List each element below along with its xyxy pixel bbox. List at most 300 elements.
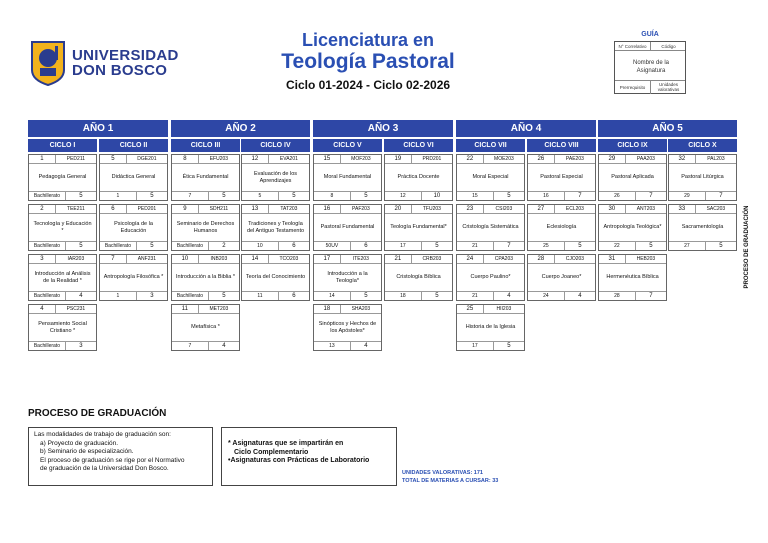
course-uv: 5 bbox=[507, 343, 511, 349]
course-uv: 7 bbox=[649, 293, 653, 299]
course-header-row bbox=[29, 205, 96, 214]
course-footer-row bbox=[457, 191, 524, 200]
course-header-row bbox=[669, 155, 736, 164]
course-number: 18 bbox=[314, 305, 341, 313]
course-code: CSI203 bbox=[495, 206, 513, 212]
graduation-heading: PROCESO DE GRADUACIÓN bbox=[28, 408, 167, 419]
course-name: Teoría del Conocimiento bbox=[245, 274, 306, 280]
course-number: 26 bbox=[528, 155, 555, 163]
cycle-header: CICLO III bbox=[171, 139, 240, 152]
course-name: Seminario de Derechos Humanos bbox=[176, 220, 235, 234]
course-code: PRD201 bbox=[422, 156, 442, 162]
graduation-line: b) Seminario de especialización. bbox=[40, 448, 134, 455]
course-name: Hermenéutica Bíblica bbox=[606, 274, 659, 280]
course-header-row bbox=[385, 255, 452, 264]
course-code: TFU203 bbox=[422, 206, 441, 212]
course-header-row bbox=[100, 205, 167, 214]
course-footer-row bbox=[172, 291, 239, 300]
total-uv: UNIDADES VALORATIVAS: 171 bbox=[402, 470, 483, 476]
course-header-row bbox=[100, 155, 167, 164]
course-card bbox=[313, 254, 382, 301]
course-code: SHA203 bbox=[351, 306, 371, 312]
course-name: Eclesiología bbox=[546, 224, 577, 230]
course-card bbox=[28, 304, 97, 351]
cycle-header: CICLO IV bbox=[241, 139, 310, 152]
course-footer-row bbox=[385, 291, 452, 300]
course-footer-row bbox=[385, 191, 452, 200]
course-footer-row bbox=[172, 341, 239, 350]
course-prerequisite: 1 bbox=[100, 192, 137, 200]
university-line-2: DON BOSCO bbox=[72, 62, 168, 79]
course-card bbox=[668, 154, 737, 201]
course-uv: 10 bbox=[433, 193, 441, 199]
course-number: 16 bbox=[314, 205, 341, 213]
graduation-box bbox=[28, 427, 213, 486]
course-prerequisite: Bachillerato bbox=[100, 242, 137, 250]
cycle-header: CICLO VII bbox=[456, 139, 525, 152]
course-name: Introducción a la Biblia * bbox=[175, 274, 235, 280]
course-code: IAR203 bbox=[67, 256, 85, 262]
course-prerequisite: 10 bbox=[242, 242, 279, 250]
course-uv: 7 bbox=[507, 243, 511, 249]
course-footer-row bbox=[457, 291, 524, 300]
course-number: 4 bbox=[29, 305, 56, 313]
course-header-row bbox=[172, 205, 239, 214]
course-card bbox=[384, 204, 453, 251]
course-header-row bbox=[29, 155, 96, 164]
course-header-row bbox=[669, 205, 736, 214]
course-number: 29 bbox=[599, 155, 626, 163]
course-prerequisite: 7 bbox=[172, 342, 209, 350]
course-name: Historia de la Iglesia bbox=[465, 324, 516, 330]
course-footer-row bbox=[669, 191, 736, 200]
course-code: ECL203 bbox=[565, 206, 584, 212]
course-uv: 5 bbox=[222, 193, 226, 199]
course-name: Antropología Teológica* bbox=[603, 224, 662, 230]
course-card bbox=[598, 154, 667, 201]
course-prerequisite: 5 bbox=[242, 192, 279, 200]
course-code: PAF203 bbox=[352, 206, 370, 212]
course-header-row bbox=[457, 155, 524, 164]
note-line: Ciclo Complementario bbox=[234, 448, 309, 456]
cycle-range: Ciclo 01-2024 - Ciclo 02-2026 bbox=[285, 78, 451, 92]
course-uv: 4 bbox=[364, 343, 368, 349]
course-number: 33 bbox=[669, 205, 696, 213]
course-card bbox=[171, 154, 240, 201]
course-uv: 5 bbox=[364, 193, 368, 199]
course-name: Sacramentología bbox=[681, 224, 724, 230]
course-prerequisite: 16 bbox=[528, 192, 565, 200]
course-uv: 6 bbox=[292, 243, 296, 249]
course-number: 3 bbox=[29, 255, 56, 263]
course-code: TAT203 bbox=[280, 206, 298, 212]
course-footer-row bbox=[100, 241, 167, 250]
course-card bbox=[99, 204, 168, 251]
course-number: 12 bbox=[242, 155, 269, 163]
cycle-header: CICLO I bbox=[28, 139, 97, 152]
course-footer-row bbox=[528, 191, 595, 200]
course-code: HII203 bbox=[496, 306, 512, 312]
guide-correlativo: N° Correlativo bbox=[618, 44, 647, 49]
course-uv: 5 bbox=[222, 293, 226, 299]
cycle-header: CICLO VIII bbox=[527, 139, 596, 152]
course-header-row bbox=[528, 205, 595, 214]
course-number: 23 bbox=[457, 205, 484, 213]
course-code: MET203 bbox=[209, 306, 229, 312]
course-number: 10 bbox=[172, 255, 199, 263]
year-header: AÑO 3 bbox=[313, 120, 453, 137]
course-name: Metafísica * bbox=[191, 324, 220, 330]
year-header: AÑO 1 bbox=[28, 120, 168, 137]
cycle-header: CICLO V bbox=[313, 139, 382, 152]
course-uv: 5 bbox=[578, 243, 582, 249]
course-number: 1 bbox=[29, 155, 56, 163]
course-footer-row bbox=[242, 291, 309, 300]
course-prerequisite: 24 bbox=[528, 292, 565, 300]
course-card bbox=[241, 154, 310, 201]
course-footer-row bbox=[599, 291, 666, 300]
side-label-text: PROCESO DE GRADUACIÓN bbox=[744, 205, 750, 289]
course-code: PAE203 bbox=[565, 156, 584, 162]
course-card bbox=[598, 204, 667, 251]
course-footer-row bbox=[669, 241, 736, 250]
course-uv: 3 bbox=[79, 343, 83, 349]
course-prerequisite: 11 bbox=[242, 292, 279, 300]
course-card bbox=[28, 254, 97, 301]
course-code: PAA203 bbox=[636, 156, 655, 162]
course-footer-row bbox=[172, 241, 239, 250]
cycle-header: CICLO VI bbox=[384, 139, 453, 152]
course-card bbox=[313, 154, 382, 201]
course-number: 24 bbox=[457, 255, 484, 263]
course-card bbox=[456, 204, 525, 251]
university-name bbox=[72, 48, 179, 78]
course-name: Pensamiento Social Cristiano * bbox=[38, 320, 87, 334]
course-number: 25 bbox=[457, 305, 484, 313]
course-name: Tradiciones y Teología del Antiguo Testamento bbox=[246, 220, 305, 234]
course-prerequisite: 21 bbox=[457, 242, 494, 250]
course-prerequisite: 22 bbox=[599, 242, 636, 250]
course-number: 7 bbox=[100, 255, 127, 263]
course-number: 22 bbox=[457, 155, 484, 163]
course-uv: 5 bbox=[719, 243, 723, 249]
course-uv: 7 bbox=[719, 193, 723, 199]
course-card bbox=[527, 204, 596, 251]
course-footer-row bbox=[385, 241, 452, 250]
course-name: Pastoral Aplicada bbox=[611, 174, 654, 180]
course-prerequisite: Bachillerato bbox=[29, 192, 66, 200]
course-code: PED201 bbox=[137, 206, 157, 212]
course-card bbox=[99, 154, 168, 201]
course-footer-row bbox=[314, 341, 381, 350]
guide-legend bbox=[614, 41, 686, 94]
year-header: AÑO 2 bbox=[171, 120, 310, 137]
course-code: SAC203 bbox=[706, 206, 726, 212]
course-footer-row bbox=[599, 191, 666, 200]
course-header-row bbox=[457, 305, 524, 314]
course-prerequisite: Bachillerato bbox=[29, 292, 66, 300]
course-uv: 5 bbox=[150, 243, 154, 249]
course-header-row bbox=[457, 205, 524, 214]
course-uv: 7 bbox=[578, 193, 582, 199]
course-card bbox=[241, 254, 310, 301]
course-card bbox=[28, 204, 97, 251]
course-footer-row bbox=[314, 291, 381, 300]
course-number: 5 bbox=[100, 155, 127, 163]
course-prerequisite: 7 bbox=[172, 192, 209, 200]
course-name: Moral Fundamental bbox=[323, 174, 372, 180]
course-number: 11 bbox=[172, 305, 199, 313]
totals bbox=[402, 469, 498, 485]
course-number: 2 bbox=[29, 205, 56, 213]
course-number: 9 bbox=[172, 205, 199, 213]
course-uv: 5 bbox=[435, 243, 439, 249]
course-name: Sinópticos y Hechos de los Apóstoles* bbox=[318, 320, 377, 334]
course-name: Pastoral Especial bbox=[540, 174, 583, 180]
cycle-header: CICLO II bbox=[99, 139, 168, 152]
course-number: 32 bbox=[669, 155, 696, 163]
course-header-row bbox=[314, 305, 381, 314]
course-code: PAL203 bbox=[707, 156, 725, 162]
course-name: Cristología Sistemática bbox=[462, 224, 519, 230]
course-footer-row bbox=[457, 341, 524, 350]
guide-nombre: Nombre de la Asignatura bbox=[632, 60, 670, 74]
course-header-row bbox=[599, 255, 666, 264]
course-uv: 5 bbox=[79, 193, 83, 199]
course-header-row bbox=[172, 155, 239, 164]
course-footer-row bbox=[100, 291, 167, 300]
course-code: PSC231 bbox=[66, 306, 86, 312]
course-card bbox=[384, 254, 453, 301]
course-prerequisite: 26 bbox=[599, 192, 636, 200]
course-name: Cuerpo Joaneo* bbox=[541, 274, 582, 280]
course-name: Pedagogía General bbox=[38, 174, 87, 180]
course-header-row bbox=[29, 305, 96, 314]
course-header-row bbox=[29, 255, 96, 264]
course-footer-row bbox=[242, 241, 309, 250]
course-code: CPA203 bbox=[494, 256, 514, 262]
course-code: PED211 bbox=[66, 156, 86, 162]
course-name: Antropología Filosófica * bbox=[103, 274, 164, 280]
year-header: AÑO 5 bbox=[598, 120, 737, 137]
university-line-1: UNIVERSIDAD bbox=[72, 47, 179, 64]
course-card bbox=[171, 304, 240, 351]
course-code: TCO203 bbox=[279, 256, 299, 262]
course-prerequisite: 17 bbox=[457, 342, 494, 350]
cycle-header: CICLO IX bbox=[598, 139, 667, 152]
course-name: Cristología Bíblica bbox=[396, 274, 441, 280]
course-name: Didáctica General bbox=[111, 174, 156, 180]
guide-codigo: Código bbox=[661, 44, 676, 49]
course-header-row bbox=[172, 305, 239, 314]
year-header: AÑO 4 bbox=[456, 120, 596, 137]
guide-uv: Unidades valorativas bbox=[657, 82, 680, 92]
course-uv: 3 bbox=[150, 293, 154, 299]
course-name: Psicología de la Educación bbox=[114, 220, 153, 234]
course-uv: 5 bbox=[649, 243, 653, 249]
course-number: 27 bbox=[528, 205, 555, 213]
course-prerequisite: 14 bbox=[314, 292, 351, 300]
course-uv: 5 bbox=[79, 243, 83, 249]
course-number: 13 bbox=[242, 205, 269, 213]
course-code: ITE203 bbox=[352, 256, 369, 262]
course-uv: 4 bbox=[507, 293, 511, 299]
course-name: Tecnología y Educación * bbox=[33, 220, 92, 234]
course-number: 6 bbox=[100, 205, 127, 213]
course-code: MOE203 bbox=[494, 156, 514, 162]
course-name: Cuerpo Paulino* bbox=[470, 274, 511, 280]
guide-title: GUÍA bbox=[641, 31, 659, 38]
total-materias: TOTAL DE MATERIAS A CURSAR: 33 bbox=[402, 478, 499, 484]
course-code: DGE201 bbox=[137, 156, 157, 162]
course-code: HEB203 bbox=[636, 256, 656, 262]
course-number: 31 bbox=[599, 255, 626, 263]
course-code: ANF231 bbox=[137, 256, 157, 262]
page-title-line-2: Teología Pastoral bbox=[281, 50, 455, 73]
note-line: * Asignaturas que se impartirán en bbox=[228, 440, 344, 447]
course-number: 15 bbox=[314, 155, 341, 163]
course-uv: 5 bbox=[435, 293, 439, 299]
course-number: 19 bbox=[385, 155, 412, 163]
course-name: Ética Fundamental bbox=[182, 174, 229, 180]
course-uv: 4 bbox=[79, 293, 83, 299]
course-header-row bbox=[599, 205, 666, 214]
graduation-line: El proceso de graduación se rige por el Normativo bbox=[40, 456, 185, 464]
course-name: Introducción a la Teología* bbox=[327, 270, 368, 284]
course-footer-row bbox=[29, 341, 96, 350]
course-card bbox=[313, 304, 382, 351]
course-header-row bbox=[457, 255, 524, 264]
course-uv: 5 bbox=[364, 293, 368, 299]
course-number: 17 bbox=[314, 255, 341, 263]
course-code: EFU203 bbox=[209, 156, 229, 162]
course-header-row bbox=[242, 255, 309, 264]
course-uv: 5 bbox=[292, 193, 296, 199]
course-header-row bbox=[385, 205, 452, 214]
course-prerequisite: Bachillerato bbox=[172, 242, 209, 250]
course-footer-row bbox=[242, 191, 309, 200]
course-card bbox=[171, 254, 240, 301]
course-card bbox=[598, 254, 667, 301]
course-number: 30 bbox=[599, 205, 626, 213]
course-footer-row bbox=[100, 191, 167, 200]
course-header-row bbox=[100, 255, 167, 264]
course-number: 8 bbox=[172, 155, 199, 163]
course-header-row bbox=[314, 155, 381, 164]
course-name: Teología Fundamental* bbox=[390, 224, 447, 230]
course-card bbox=[527, 154, 596, 201]
course-header-row bbox=[528, 255, 595, 264]
course-header-row bbox=[385, 155, 452, 164]
course-header-row bbox=[172, 255, 239, 264]
course-prerequisite: 13 bbox=[314, 342, 351, 350]
course-footer-row bbox=[528, 291, 595, 300]
course-card bbox=[171, 204, 240, 251]
course-number: 20 bbox=[385, 205, 412, 213]
course-footer-row bbox=[457, 241, 524, 250]
guide-prerrequisito: Prerrequisito bbox=[619, 85, 646, 90]
course-header-row bbox=[528, 155, 595, 164]
course-footer-row bbox=[528, 241, 595, 250]
course-code: INB203 bbox=[210, 256, 228, 262]
course-prerequisite: 27 bbox=[669, 242, 706, 250]
course-card bbox=[313, 204, 382, 251]
course-card bbox=[99, 254, 168, 301]
course-prerequisite: 15 bbox=[457, 192, 494, 200]
course-card bbox=[28, 154, 97, 201]
cycle-header: CICLO X bbox=[668, 139, 737, 152]
course-prerequisite: 21 bbox=[457, 292, 494, 300]
course-prerequisite: 8 bbox=[314, 192, 351, 200]
course-footer-row bbox=[29, 291, 96, 300]
course-footer-row bbox=[599, 241, 666, 250]
side-label bbox=[741, 200, 753, 300]
course-code: CJO203 bbox=[565, 256, 585, 262]
notes-box bbox=[221, 427, 397, 486]
course-prerequisite: 28 bbox=[599, 292, 636, 300]
course-number: 14 bbox=[242, 255, 269, 263]
course-footer-row bbox=[172, 191, 239, 200]
course-uv: 6 bbox=[364, 243, 368, 249]
course-footer-row bbox=[29, 191, 96, 200]
course-uv: 6 bbox=[292, 293, 296, 299]
graduation-line: a) Proyecto de graduación. bbox=[40, 439, 119, 447]
course-number: 28 bbox=[528, 255, 555, 263]
course-uv: 5 bbox=[507, 193, 511, 199]
course-header-row bbox=[314, 255, 381, 264]
course-name: Práctica Docente bbox=[397, 174, 440, 180]
course-footer-row bbox=[314, 191, 381, 200]
course-prerequisite: Bachillerato bbox=[29, 242, 66, 250]
course-number: 21 bbox=[385, 255, 412, 263]
course-prerequisite: 12 bbox=[385, 192, 422, 200]
course-card bbox=[527, 254, 596, 301]
course-code: MOF203 bbox=[351, 156, 371, 162]
note-line: •Asignaturas con Prácticas de Laboratorio bbox=[228, 457, 370, 464]
course-code: TEE211 bbox=[67, 206, 85, 212]
graduation-line: de graduación de la Universidad Don Bosco. bbox=[40, 465, 169, 472]
graduation-line: Las modalidades de trabajo de graduación son: bbox=[34, 431, 171, 438]
course-name: Evaluación de los Aprendizajes bbox=[253, 170, 298, 184]
course-name: Pastoral Fundamental bbox=[320, 224, 375, 230]
page-title-line-1: Licenciatura en bbox=[301, 30, 435, 50]
course-prerequisite: 50UV bbox=[314, 242, 351, 250]
course-header-row bbox=[599, 155, 666, 164]
course-header-row bbox=[242, 205, 309, 214]
course-prerequisite: Bachillerato bbox=[29, 342, 66, 350]
course-name: Moral Especial bbox=[472, 174, 509, 180]
course-code: EVA201 bbox=[279, 156, 298, 162]
course-header-row bbox=[242, 155, 309, 164]
course-card bbox=[668, 204, 737, 251]
course-card bbox=[456, 254, 525, 301]
course-name: Pastoral Litúrgica bbox=[681, 174, 724, 180]
course-footer-row bbox=[314, 241, 381, 250]
course-prerequisite: 29 bbox=[669, 192, 706, 200]
course-card bbox=[241, 204, 310, 251]
course-footer-row bbox=[29, 241, 96, 250]
course-name: Introducción al Análisis de la Realidad * bbox=[34, 270, 91, 284]
course-uv: 5 bbox=[150, 193, 154, 199]
course-card bbox=[456, 154, 525, 201]
course-code: CRB203 bbox=[422, 256, 442, 262]
course-prerequisite: 17 bbox=[385, 242, 422, 250]
course-card bbox=[456, 304, 525, 351]
course-uv: 4 bbox=[222, 343, 226, 349]
course-uv: 2 bbox=[222, 243, 226, 249]
course-prerequisite: 18 bbox=[385, 292, 422, 300]
course-card bbox=[384, 154, 453, 201]
